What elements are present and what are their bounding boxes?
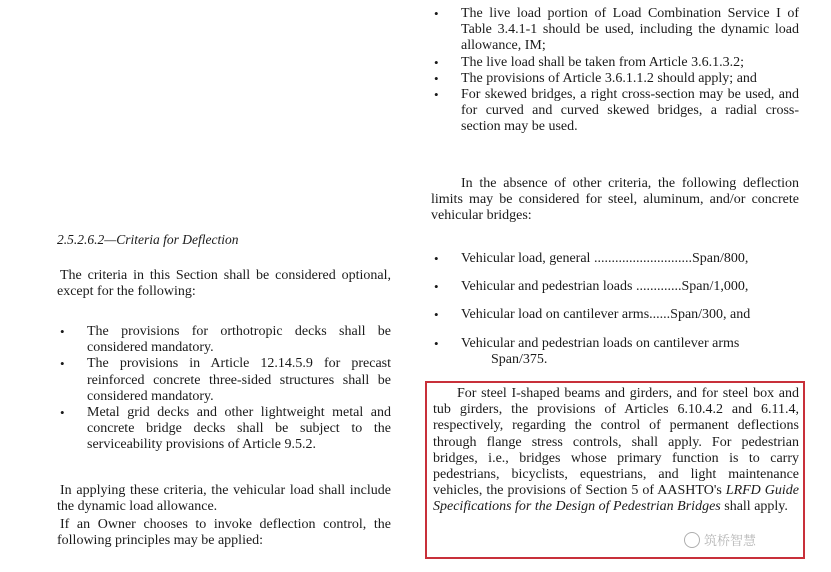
bullet-icon: •: [434, 87, 439, 103]
limit-label: Vehicular and pedestrian loads on cantilever arms: [461, 335, 740, 351]
intro-paragraph: The criteria in this Section shall be considered optional, except for the following:: [57, 268, 391, 300]
mandatory-list: [57, 324, 391, 454]
limit-leader: ......: [649, 307, 671, 323]
principles-list: [431, 6, 799, 136]
limit-label: Vehicular load on cantilever arms: [461, 307, 650, 323]
bullet-icon: •: [434, 279, 439, 295]
limit-leader: ............................: [590, 251, 692, 266]
steel-girder-paragraph: For steel I-shaped beams and girders, and for steel box and tub girders, the provisions of Articles 6.10.4.2 and 6.11.4, respectively, regarding the control of permanent deflections through flange stress controls, shall apply. For pedestrian bridges, i.e., bridges whose primary function is to carry pedestrians, bicyclists, equestrians, and light maintenance vehicles, the provisions of Section 5 of AASHTO's LRFD Guide Specifications for the Design of Pedestrian Bridges shall apply.: [433, 386, 800, 515]
limit-label: Vehicular and pedestrian loads: [461, 279, 633, 295]
bullet-icon: •: [60, 356, 65, 372]
list-item: • Metal grid decks and other lightweight metal and concrete bridge decks shall be subject to the serviceability provisions of Article 9.5.2.: [60, 405, 391, 453]
absence-paragraph: In the absence of other criteria, the following deflection limits may be considered for steel, aluminum, and/or concrete vehicular bridges:: [431, 176, 799, 224]
list-item: • The provisions of Article 3.6.1.1.2 should apply; and: [434, 70, 757, 86]
limit-label: Vehicular load, general: [461, 251, 591, 266]
limit-item: [431, 279, 799, 295]
bullet-icon: •: [434, 335, 439, 351]
bullet-icon: •: [434, 70, 439, 86]
applying-paragraph: In applying these criteria, the vehicular load shall include the dynamic load allowance.: [57, 483, 391, 515]
limit-leader: .............: [632, 279, 682, 295]
list-item: • The live load portion of Load Combination Service I of Table 3.4.1-1 should be used, including the dynamic load allowance, IM;: [434, 6, 799, 54]
limit-item: [431, 251, 799, 267]
list-item: • For skewed bridges, a right cross-section may be used, and for curved and curved skewed bridges, a radial cross-section may be used.: [434, 87, 799, 135]
list-item: • The live load shall be taken from Article 3.6.1.3.2;: [434, 54, 745, 70]
bullet-icon: •: [434, 307, 439, 323]
bullet-icon: •: [60, 324, 65, 339]
bullet-icon: •: [60, 405, 65, 421]
owner-paragraph: If an Owner chooses to invoke deflection control, the following principles may be applied:: [57, 517, 391, 549]
bullet-icon: •: [434, 251, 439, 266]
bullet-icon: •: [434, 54, 439, 70]
limit-value: Span/800,: [691, 251, 749, 266]
limit-item: [431, 307, 799, 323]
limit-value: Span/1,000,: [681, 279, 749, 295]
guide-title: LRFD Guide Specifications for the Design of Pedestrian Bridges: [433, 483, 800, 515]
list-item: • The provisions in Article 12.14.5.9 for precast reinforced concrete three-sided structures shall be considered mandatory.: [60, 356, 391, 404]
bullet-icon: •: [434, 6, 439, 21]
limit-item: [431, 336, 799, 368]
watermark: 筑桥智慧: [684, 530, 794, 548]
deflection-limits-list: [431, 251, 799, 368]
limit-value: Span/300, and: [670, 307, 751, 323]
list-item: • The provisions for orthotropic decks shall be considered mandatory.: [60, 324, 391, 356]
limit-value: Span/375.: [491, 351, 548, 367]
section-heading: 2.5.2.6.2—Criteria for Deflection: [57, 232, 239, 247]
